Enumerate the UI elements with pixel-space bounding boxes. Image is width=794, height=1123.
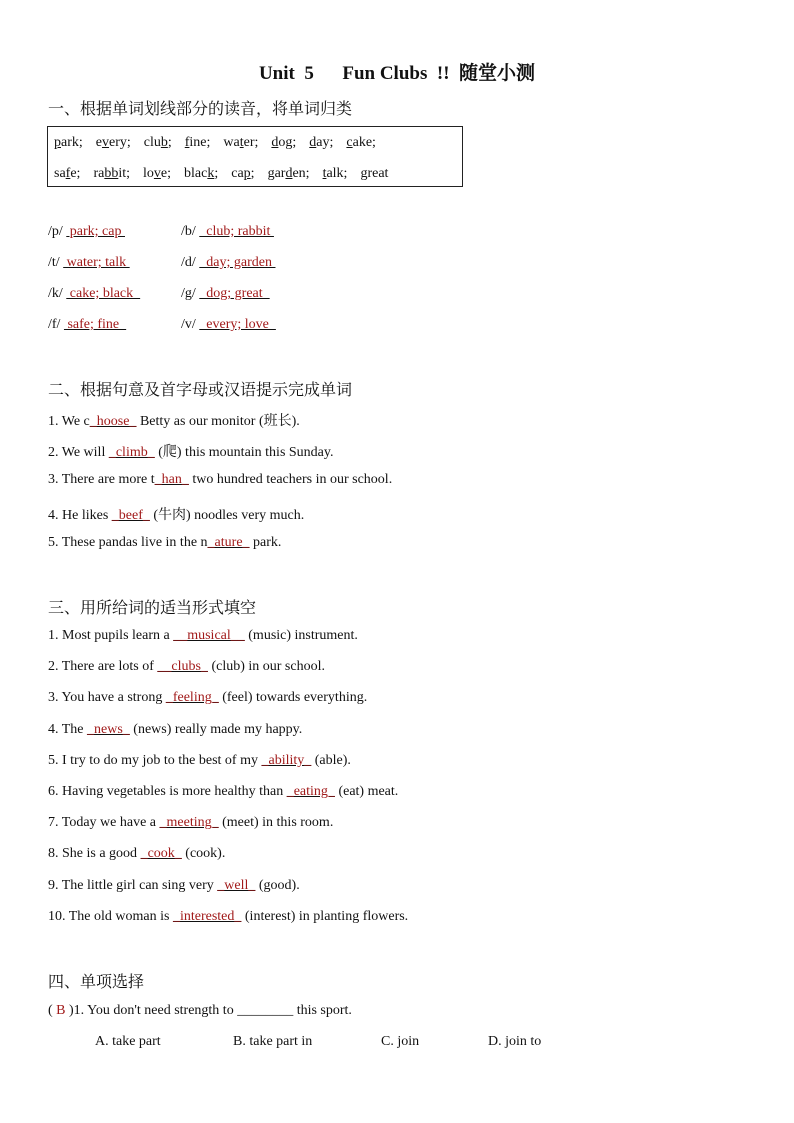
item-text-after: two hundred teachers in our school.	[188, 472, 393, 488]
page-title: Unit 5 Fun Clubs !! 随堂小测	[258, 63, 536, 84]
item-answer: _eating_	[286, 784, 335, 799]
word-item	[144, 135, 172, 150]
phonetic-symbol: /p/	[48, 224, 63, 239]
word-underlined-part: p	[243, 166, 251, 181]
item-text-before: 1. We c	[48, 414, 90, 429]
sound-answer: day; garden	[199, 255, 276, 270]
phonetic-symbol: /g/	[181, 286, 196, 301]
item-answer: _han_	[154, 472, 189, 488]
exercise-item	[48, 472, 392, 488]
exercise-item	[48, 659, 325, 675]
word-item	[309, 135, 333, 150]
item-text-before: 2. We will	[48, 445, 109, 461]
word-underlined-part: t	[239, 135, 244, 150]
word-suffix: ;	[214, 166, 219, 181]
word-item	[96, 135, 131, 150]
mc-option-d: D. join to	[488, 1034, 542, 1049]
item-text-before: 10. The old woman is	[48, 908, 173, 924]
sound-answer: park; cap	[66, 224, 125, 239]
sound-group-right	[181, 317, 276, 333]
item-text-before: 7. Today we have a	[48, 815, 160, 831]
item-text-before: 8. She is a good	[48, 846, 141, 862]
sound-answer: club; rabbit	[199, 224, 274, 239]
word-underlined-part: b	[160, 135, 168, 150]
word-underlined-part: v	[153, 166, 161, 181]
word-suffix: e;	[70, 166, 81, 181]
sound-group-right	[181, 286, 270, 302]
item-text-after: (able).	[311, 752, 351, 768]
word-item	[54, 135, 83, 150]
phonetic-symbol: /t/	[48, 255, 60, 270]
item-answer: __clubs_	[157, 659, 208, 675]
word-underlined-part: p	[54, 135, 61, 150]
item-text-after: (爬) this mountain this Sunday.	[154, 445, 334, 461]
word-underlined-part: f	[65, 166, 71, 181]
item-text-before: 5. These pandas live in the n	[48, 534, 208, 550]
word-row-2	[54, 166, 401, 182]
item-answer: _ability_	[261, 752, 312, 768]
word-underlined-part: bb	[104, 166, 119, 181]
word-item	[185, 135, 211, 150]
item-text-before: 4. He likes	[48, 507, 112, 523]
item-answer: _ature_	[207, 534, 250, 550]
phonetic-symbol: /d/	[181, 255, 196, 270]
item-answer: __musical__	[173, 628, 245, 643]
word-underlined-part: d	[271, 135, 279, 150]
sound-group-right	[181, 224, 274, 240]
word-prefix: wa	[223, 135, 240, 150]
word-suffix: ark;	[61, 135, 83, 150]
word-suffix: ine;	[189, 135, 211, 150]
word-suffix: ;	[167, 135, 172, 150]
sound-group-right	[181, 255, 275, 271]
word-underlined-part: k	[207, 166, 215, 181]
word-underlined-part: c	[346, 135, 353, 150]
item-text-after: (interest) in planting flowers.	[241, 908, 409, 924]
section2-heading: 二、根据句意及首字母或汉语提示完成单词	[48, 380, 353, 399]
mc-option-b: B. take part in	[233, 1034, 313, 1049]
exercise-item	[48, 628, 358, 644]
item-text-before: 1. Most pupils learn a	[48, 628, 174, 643]
word-suffix: ery;	[108, 135, 131, 150]
item-answer: _well_	[217, 877, 256, 893]
sound-answer: water; talk	[63, 255, 130, 270]
exercise-item	[48, 815, 333, 831]
item-text-after: (feel) towards everything.	[218, 690, 368, 706]
word-suffix: reat	[367, 166, 389, 181]
exercise-item	[48, 784, 398, 800]
item-text-before: 3. There are more t	[48, 472, 155, 488]
word-box	[47, 126, 463, 187]
word-suffix: it;	[118, 166, 131, 181]
word-prefix: e	[95, 135, 102, 150]
item-text-after: (club) in our school.	[207, 659, 325, 675]
item-text-after: park.	[249, 534, 282, 550]
word-prefix: lo	[143, 166, 154, 181]
item-answer: _hoose_	[89, 414, 137, 429]
phonetic-symbol: /f/	[48, 317, 61, 332]
mc-question-text: )1. You don't need strength to ________ this sport.	[65, 1003, 352, 1018]
word-suffix: ay;	[316, 135, 334, 150]
mc-option-c: C. join	[381, 1034, 420, 1049]
item-text-after: (meet) in this room.	[218, 815, 334, 831]
word-prefix: ra	[93, 166, 105, 181]
word-prefix: sa	[54, 166, 66, 181]
sound-answer: every; love	[199, 317, 276, 332]
word-prefix: gar	[267, 166, 286, 181]
word-item	[271, 135, 296, 150]
sound-group-left	[48, 255, 130, 271]
exercise-item	[48, 753, 351, 769]
word-item	[346, 135, 376, 150]
word-item	[268, 166, 310, 181]
word-item	[93, 166, 130, 181]
item-text-after: (news) really made my happy.	[129, 721, 303, 737]
word-item	[323, 166, 348, 181]
item-text-after: Betty as our monitor (班长).	[136, 414, 300, 429]
section1-heading: 一、根据单词划线部分的读音，将单词归类	[48, 99, 353, 118]
word-item	[360, 166, 388, 181]
word-prefix: clu	[143, 135, 161, 150]
word-suffix: og;	[278, 135, 297, 150]
word-underlined-part: d	[309, 135, 317, 150]
word-suffix: alk;	[326, 166, 348, 181]
phonetic-symbol: /v/	[181, 317, 196, 332]
exercise-item	[48, 909, 408, 925]
mc-open: (	[48, 1003, 57, 1018]
section4-heading: 四、单项选择	[48, 972, 145, 991]
item-text-before: 4. The	[48, 721, 88, 737]
word-suffix: en;	[292, 166, 310, 181]
phonetic-symbol: /b/	[181, 224, 196, 239]
item-answer: _cook_	[140, 846, 182, 862]
item-text-after: (牛肉) noodles very much.	[149, 507, 305, 523]
word-prefix: blac	[184, 166, 208, 181]
exercise-item	[48, 722, 302, 738]
item-text-after: (good).	[255, 877, 300, 893]
sound-group-left	[48, 317, 126, 333]
exercise-item	[48, 410, 300, 430]
word-suffix: e;	[160, 166, 172, 181]
word-item	[143, 166, 171, 181]
section3-heading: 三、用所给词的适当形式填空	[48, 598, 257, 617]
word-row-1	[54, 135, 389, 151]
word-item	[184, 166, 218, 181]
item-text-before: 6. Having vegetables is more healthy than	[48, 784, 287, 799]
item-text-before: 3. You have a strong	[48, 690, 166, 706]
sound-answer: safe; fine	[63, 317, 127, 332]
item-text-after: (music) instrument.	[244, 628, 358, 643]
sound-group-left	[48, 224, 125, 240]
word-suffix: er;	[243, 135, 259, 150]
word-suffix: ake;	[352, 135, 376, 150]
word-underlined-part: v	[101, 135, 109, 150]
word-underlined-part: d	[285, 166, 293, 181]
item-text-after: (eat) meat.	[334, 784, 399, 799]
exercise-item	[48, 441, 334, 461]
exercise-item	[48, 846, 225, 862]
word-suffix: ;	[250, 166, 255, 181]
item-text-after: (cook).	[181, 846, 226, 862]
mc-option-a: A. take part	[95, 1034, 161, 1049]
item-answer: _news_	[87, 721, 130, 737]
item-text-before: 9. The little girl can sing very	[48, 877, 218, 893]
word-prefix: ca	[231, 166, 244, 181]
phonetic-symbol: /k/	[48, 286, 63, 301]
item-text-before: 5. I try to do my job to the best of my	[48, 752, 262, 768]
mc-answer: B	[56, 1003, 66, 1018]
mc-question-1	[48, 1003, 352, 1019]
sound-group-left	[48, 286, 140, 302]
item-answer: _interested_	[172, 908, 242, 924]
word-item	[54, 166, 80, 181]
item-answer: _feeling_	[165, 690, 219, 706]
word-underlined-part: t	[322, 166, 327, 181]
item-answer: _climb_	[108, 445, 155, 461]
sound-answer: dog; great	[199, 286, 270, 301]
sound-answer: cake; black	[66, 286, 141, 301]
item-text-before: 2. There are lots of	[48, 659, 158, 675]
exercise-item	[48, 690, 367, 706]
item-answer: _beef_	[111, 507, 150, 523]
exercise-item	[48, 504, 304, 524]
word-underlined-part: g	[360, 166, 368, 181]
word-underlined-part: f	[184, 135, 190, 150]
word-item	[223, 135, 258, 150]
word-item	[231, 166, 254, 181]
item-answer: _meeting_	[159, 815, 219, 831]
exercise-item	[48, 878, 300, 894]
exercise-item	[48, 535, 281, 551]
